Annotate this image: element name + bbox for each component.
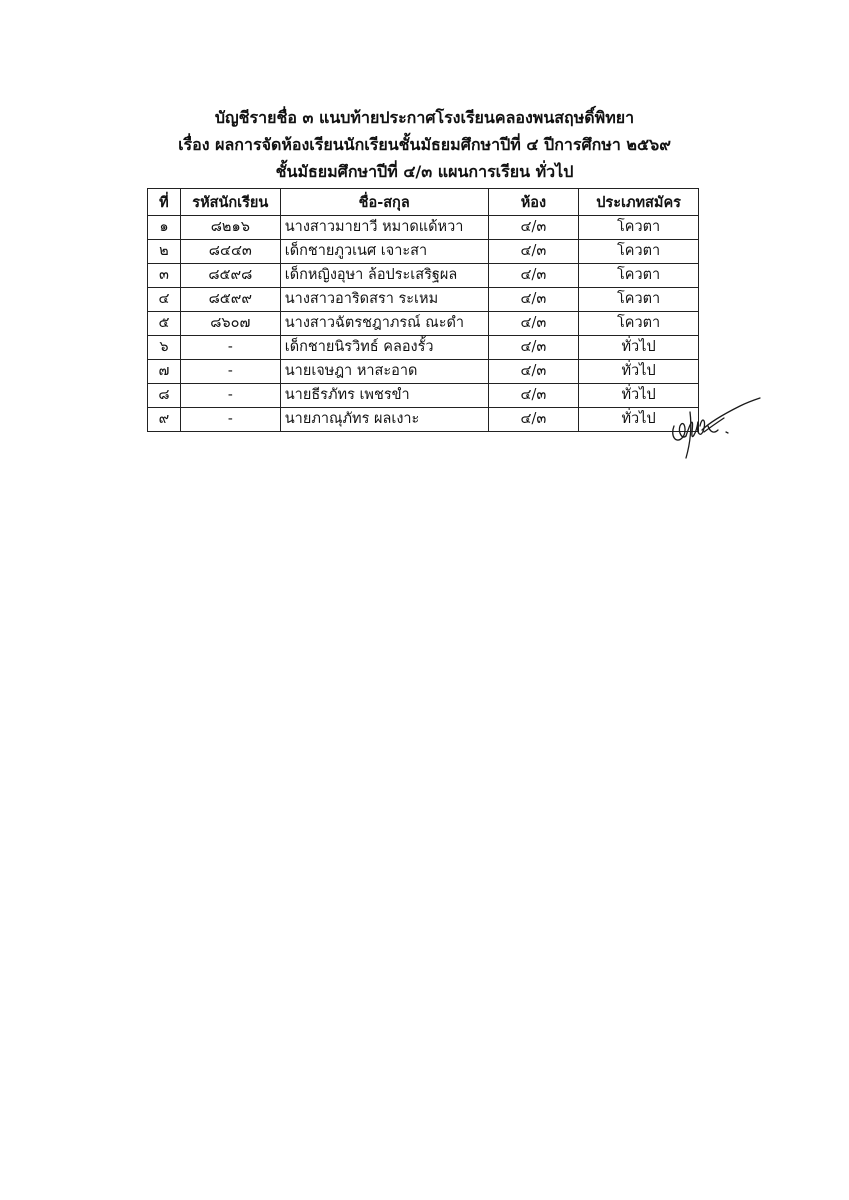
cell-number: ๘ <box>148 384 181 408</box>
column-header-student-id: รหัสนักเรียน <box>180 189 280 216</box>
table-row <box>148 288 699 312</box>
cell-room: ๔/๓ <box>488 336 579 360</box>
column-header-number: ที่ <box>148 189 181 216</box>
cell-application-type: โควตา <box>579 216 699 240</box>
document-subject: เรื่อง ผลการจัดห้องเรียนนักเรียนชั้นมัธยมศึกษาปีที่ ๔ ปีการศึกษา ๒๕๖๙ <box>178 135 671 154</box>
table-row <box>148 360 699 384</box>
table-row <box>148 264 699 288</box>
cell-room: ๔/๓ <box>488 408 579 432</box>
table-row <box>148 240 699 264</box>
cell-full-name: เด็กชายภูวเนศ เจาะสา <box>280 240 488 264</box>
table-row <box>148 312 699 336</box>
column-header-room: ห้อง <box>488 189 579 216</box>
cell-student-id: - <box>180 384 280 408</box>
cell-number: ๒ <box>148 240 181 264</box>
cell-application-type: ทั่วไป <box>579 360 699 384</box>
cell-student-id: - <box>180 408 280 432</box>
cell-room: ๔/๓ <box>488 384 579 408</box>
cell-room: ๔/๓ <box>488 288 579 312</box>
cell-application-type: โควตา <box>579 240 699 264</box>
class-heading: ชั้นมัธยมศึกษาปีที่ ๔/๓ แผนการเรียน ทั่วไป <box>275 162 574 181</box>
cell-number: ๑ <box>148 216 181 240</box>
cell-room: ๔/๓ <box>488 240 579 264</box>
cell-room: ๔/๓ <box>488 360 579 384</box>
cell-student-id: ๘๕๙๘ <box>180 264 280 288</box>
cell-student-id: ๘๖๐๗ <box>180 312 280 336</box>
cell-full-name: นายเจษฎา หาสะอาด <box>280 360 488 384</box>
document-title: บัญชีรายชื่อ ๓ แนบท้ายประกาศโรงเรียนคลองพนสฤษดิ์พิทยา <box>214 108 635 127</box>
table-header-row <box>148 189 699 216</box>
cell-full-name: นางสาวอาริดสรา ระเหม <box>280 288 488 312</box>
cell-full-name: นายธีรภัทร เพชรขำ <box>280 384 488 408</box>
table-row <box>148 336 699 360</box>
cell-number: ๗ <box>148 360 181 384</box>
cell-number: ๖ <box>148 336 181 360</box>
cell-student-id: - <box>180 360 280 384</box>
cell-room: ๔/๓ <box>488 312 579 336</box>
cell-application-type: โควตา <box>579 312 699 336</box>
cell-full-name: เด็กหญิงอุษา ล้อประเสริฐผล <box>280 264 488 288</box>
table-row <box>148 408 699 432</box>
cell-room: ๔/๓ <box>488 216 579 240</box>
cell-full-name: นางสาวฉัตรชฎาภรณ์ ณะดำ <box>280 312 488 336</box>
cell-application-type: โควตา <box>579 288 699 312</box>
handwritten-signature <box>666 392 766 462</box>
column-header-application-type: ประเภทสมัคร <box>579 189 699 216</box>
cell-application-type: ทั่วไป <box>579 336 699 360</box>
cell-student-id: ๘๔๔๓ <box>180 240 280 264</box>
cell-number: ๕ <box>148 312 181 336</box>
cell-student-id: ๘๒๑๖ <box>180 216 280 240</box>
document-header <box>0 104 849 185</box>
table-row <box>148 384 699 408</box>
cell-application-type: ทั่วไป <box>579 384 699 408</box>
cell-number: ๔ <box>148 288 181 312</box>
cell-full-name: นายภาณุภัทร ผลเงาะ <box>280 408 488 432</box>
cell-application-type: โควตา <box>579 264 699 288</box>
cell-student-id: ๘๕๙๙ <box>180 288 280 312</box>
cell-full-name: นางสาวมายาวี หมาดแด้หวา <box>280 216 488 240</box>
table-row <box>148 216 699 240</box>
cell-application-type: ทั่วไป <box>579 408 699 432</box>
cell-number: ๓ <box>148 264 181 288</box>
cell-number: ๙ <box>148 408 181 432</box>
cell-full-name: เด็กชายนิรวิทธ์ คลองรั้ว <box>280 336 488 360</box>
column-header-full-name: ชื่อ-สกุล <box>280 189 488 216</box>
cell-student-id: - <box>180 336 280 360</box>
cell-room: ๔/๓ <box>488 264 579 288</box>
student-roster-table <box>147 188 699 432</box>
